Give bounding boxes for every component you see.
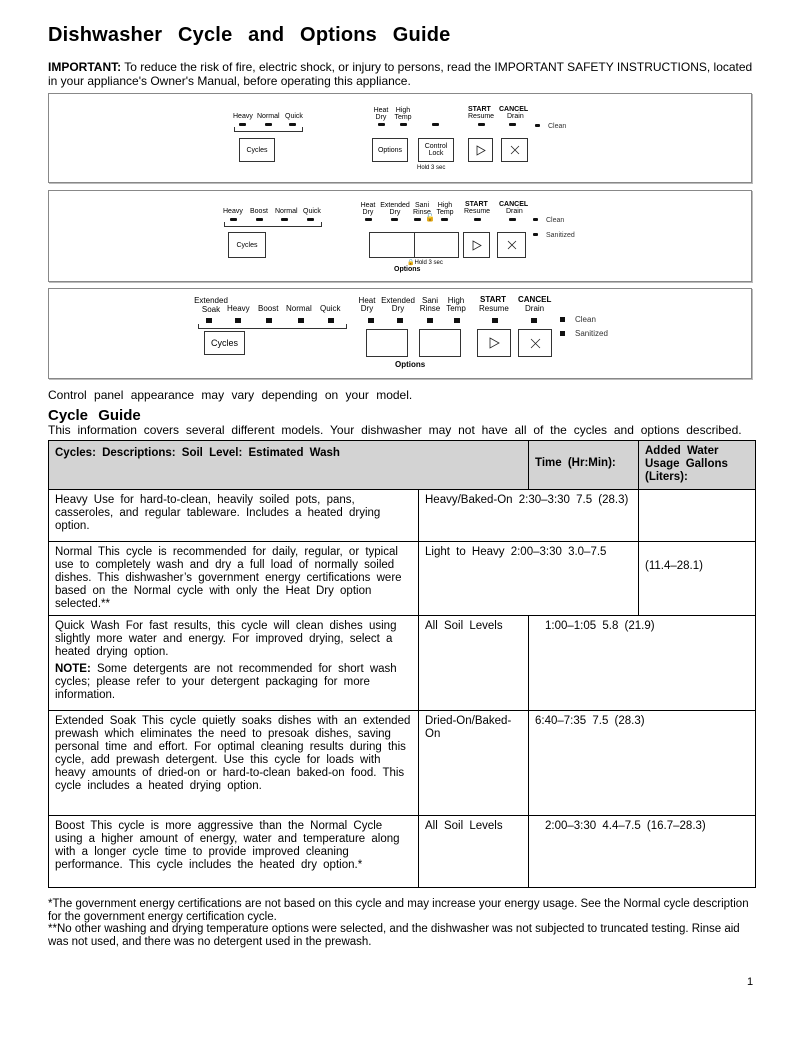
cycle-bracket xyxy=(198,324,347,329)
cycle-bracket xyxy=(224,222,322,227)
option-button-left[interactable] xyxy=(366,329,408,357)
start-label: START xyxy=(468,106,491,113)
cycle-label-boost: Boost xyxy=(250,208,268,215)
cycle-led-heavy xyxy=(235,318,241,323)
cancel-label: CANCEL xyxy=(499,106,529,113)
important-notice xyxy=(48,60,754,88)
option-led-high-temp xyxy=(441,218,448,221)
cancel-label: CANCEL xyxy=(499,201,529,208)
cycle-led-boost xyxy=(256,218,263,221)
start-label: START xyxy=(465,201,488,208)
cycle-label-normal: Normal xyxy=(286,304,312,313)
option-led-extended-dry xyxy=(397,318,403,323)
important-text: To reduce the risk of fire, electric shock, or injury to persons, read the IMPORTANT SAFETY INSTRUCTIONS, located in your appliance's Owner's Manual, before operating this appliance. xyxy=(48,60,753,88)
cycle-label-normal: Normal xyxy=(257,113,280,120)
cancel-button[interactable] xyxy=(497,232,526,258)
option-led-high-temp xyxy=(454,318,460,323)
start-led xyxy=(478,123,485,126)
cycles-button[interactable]: Cycles xyxy=(228,232,266,258)
cycle-led-normal xyxy=(298,318,304,323)
table-row xyxy=(49,490,756,542)
option-led-heat-dry xyxy=(368,318,374,323)
start-led xyxy=(492,318,498,323)
cancel-label: CANCEL xyxy=(518,295,552,304)
table-row xyxy=(49,616,756,711)
cycle-water xyxy=(639,490,756,542)
cycle-description-text: Quick Wash For fast results, this cycle will clean dishes using slightly more water and energy. For improved drying, select a heated drying option. xyxy=(55,620,397,658)
option-button-right[interactable] xyxy=(419,329,461,357)
footnote-1: *The government energy certifications are not based on this cycle and may increase your energy usage. See the Normal cycle description for the government energy certification cycle. xyxy=(48,898,749,923)
options-label: Options xyxy=(395,360,426,369)
page-title: Dishwasher Cycle and Options Guide xyxy=(48,24,451,46)
option-button-right[interactable] xyxy=(414,232,459,258)
start-led xyxy=(474,218,481,221)
cycle-time-water: 1:00–1:05 5.8 (21.9) xyxy=(529,616,756,711)
cancel-button[interactable] xyxy=(518,329,552,357)
hold-3-sec-text: Hold 3 sec xyxy=(414,260,443,266)
cycle-led-heavy xyxy=(239,123,246,126)
start-button[interactable] xyxy=(463,232,490,258)
cycle-description: Extended Soak This cycle quietly soaks dishes with an extended prewash which eliminates the need to presoak dishes, saving personal time and effort. For optimal cleaning results during this cycle, add prewash detergent. Use this cycle for loads with heavy amounts of dried-on or hard-to-clean baked-on food. This cycle includes a heated drying option. xyxy=(49,711,419,816)
close-icon xyxy=(510,145,520,155)
option-led-sani-rinse xyxy=(427,318,433,323)
control-panel-3 xyxy=(48,288,752,379)
start-button[interactable] xyxy=(468,138,493,162)
important-label: IMPORTANT: xyxy=(48,60,122,74)
header-water: Added Water Usage Gallons (Liters): xyxy=(639,441,756,490)
close-icon xyxy=(507,240,517,250)
clean-led xyxy=(533,218,538,221)
cycle-soil-level: All Soil Levels xyxy=(419,816,529,888)
option-label-extended-dry: Extended Dry xyxy=(380,202,410,216)
cycle-time-water: 6:40–7:35 7.5 (28.3) xyxy=(529,711,756,816)
control-lock-led xyxy=(432,123,439,126)
cycle-label-quick: Quick xyxy=(303,208,321,215)
clean-label: Clean xyxy=(546,217,565,224)
option-label-high-temp: High Temp xyxy=(446,296,466,313)
cycle-time-water: 2:00–3:30 4.4–7.5 (16.7–28.3) xyxy=(529,816,756,888)
options-button[interactable]: Options xyxy=(372,138,408,162)
drain-label: Drain xyxy=(506,208,523,215)
footnotes xyxy=(48,898,756,948)
cycles-button[interactable]: Cycles xyxy=(239,138,275,162)
cycle-led-normal xyxy=(281,218,288,221)
play-icon xyxy=(476,145,486,156)
cycle-label-boost: Boost xyxy=(258,304,279,313)
lock-icon: 🔒 xyxy=(407,260,415,266)
clean-led xyxy=(535,124,540,127)
footnote-2: **No other washing and drying temperature options were selected, and the dishwasher was not subjected to truncated testing. Rinse aid was not used, and there was no detergent used in the prewash. xyxy=(48,923,740,948)
clean-label: Clean xyxy=(548,123,567,130)
cycle-led-extended-soak xyxy=(206,318,212,323)
cycle-soil-time: Light to Heavy 2:00–3:30 3.0–7.5 xyxy=(419,542,639,616)
cancel-led xyxy=(509,218,516,221)
control-lock-button[interactable]: Control Lock xyxy=(418,138,454,162)
sanitized-led xyxy=(560,331,565,336)
drain-label: Drain xyxy=(507,113,524,120)
cycle-soil-time: Heavy/Baked-On 2:30–3:30 7.5 (28.3) xyxy=(419,490,639,542)
option-led-heat-dry xyxy=(378,123,385,126)
option-led-high-temp xyxy=(400,123,407,126)
option-led-heat-dry xyxy=(365,218,372,221)
start-label: START xyxy=(480,295,507,304)
table-row xyxy=(49,542,756,616)
panel-caption: Control panel appearance may vary depending on your model. xyxy=(48,388,413,402)
cycle-label-normal: Normal xyxy=(275,208,298,215)
cycle-led-quick xyxy=(328,318,334,323)
cycle-led-normal xyxy=(265,123,272,126)
cycle-description: Heavy Use for hard-to-clean, heavily soiled pots, pans, casseroles, and regular tableware. Includes a heated drying option. xyxy=(49,490,419,542)
option-button-left[interactable] xyxy=(369,232,417,258)
close-icon xyxy=(530,338,541,349)
cycle-led-heavy xyxy=(230,218,237,221)
header-cycles: Cycles: Descriptions: Soil Level: Estimated Wash xyxy=(49,441,529,490)
header-time: Time (Hr:Min): xyxy=(529,441,639,490)
option-label-sani-rinse: Sani Rinse xyxy=(413,202,431,216)
cycles-button[interactable]: Cycles xyxy=(204,331,245,355)
cycle-description xyxy=(49,616,419,711)
table-header-row xyxy=(49,441,756,490)
page-number: 1 xyxy=(747,976,754,988)
hold-3-sec-label: Hold 3 sec xyxy=(417,165,446,171)
option-led-sani-rinse xyxy=(414,218,421,221)
clean-label: Clean xyxy=(575,315,596,324)
sanitized-led xyxy=(533,233,538,236)
option-label-high-temp: High Temp xyxy=(436,202,454,216)
lock-icon: 🔓 xyxy=(425,213,435,222)
cycle-guide-heading: Cycle Guide xyxy=(48,407,141,424)
cycle-description: Normal This cycle is recommended for daily, regular, or typical use to completely wash and dry a full load of normally soiled dishes. This dishwasher’s government energy certifications were based on the Normal cycle with only the Heat Dry option selected.** xyxy=(49,542,419,616)
cycle-led-quick xyxy=(289,123,296,126)
table-row xyxy=(49,816,756,888)
option-label-heat-dry: Heat Dry xyxy=(360,202,376,216)
note-label: NOTE: xyxy=(55,663,91,675)
option-label-heat-dry: Heat Dry xyxy=(373,107,389,121)
sanitized-label: Sanitized xyxy=(546,232,575,239)
clean-led xyxy=(560,317,565,322)
cycle-label-quick: Quick xyxy=(285,113,303,120)
option-led-extended-dry xyxy=(391,218,398,221)
cycle-guide-intro: This information covers several different models. Your dishwasher may not have all of the cycles and options described. xyxy=(48,423,742,437)
control-panel-1 xyxy=(48,93,752,183)
option-label-heat-dry: Heat Dry xyxy=(358,296,376,313)
resume-label: Resume xyxy=(464,208,491,215)
drain-label: Drain xyxy=(525,304,545,313)
cycle-label-quick: Quick xyxy=(320,304,341,313)
cycle-label-heavy: Heavy xyxy=(227,304,250,313)
cycle-label-heavy: Heavy xyxy=(223,208,243,215)
cancel-button[interactable] xyxy=(501,138,528,162)
cycle-soil-level: Dried-On/Baked-On xyxy=(419,711,529,816)
resume-label: Resume xyxy=(479,304,509,313)
option-label-high-temp: High Temp xyxy=(394,107,412,121)
option-label-extended-dry: Extended Dry xyxy=(381,296,415,313)
cancel-led xyxy=(509,123,516,126)
resume-label: Resume xyxy=(468,113,495,120)
cycle-label-heavy: Heavy xyxy=(233,113,253,120)
cycle-led-boost xyxy=(266,318,272,323)
note-text: Some detergents are not recommended for short wash cycles; please refer to your detergent packaging for more information. xyxy=(55,663,397,701)
cycle-led-quick xyxy=(307,218,314,221)
option-label-sani-rinse: Sani Rinse xyxy=(419,296,441,313)
sanitized-label: Sanitized xyxy=(575,329,608,338)
options-label: Options xyxy=(394,266,421,273)
cycle-bracket xyxy=(234,127,303,132)
table-row xyxy=(49,711,756,816)
cancel-led xyxy=(531,318,537,323)
cycle-soil-level: All Soil Levels xyxy=(419,616,529,711)
play-icon xyxy=(489,337,500,349)
cycle-label-extended-soak: Extended Soak xyxy=(194,296,228,314)
cycle-water: (11.4–28.1) xyxy=(639,542,756,616)
control-panel-2 xyxy=(48,190,752,282)
cycle-table xyxy=(48,440,756,888)
cycle-description: Boost This cycle is more aggressive than the Normal Cycle using a higher amount of energy, water and temperature along with a longer cycle time to provide improved cleaning performance. This cycle includes the heated dry option.* xyxy=(49,816,419,888)
start-button[interactable] xyxy=(477,329,511,357)
play-icon xyxy=(472,240,482,251)
